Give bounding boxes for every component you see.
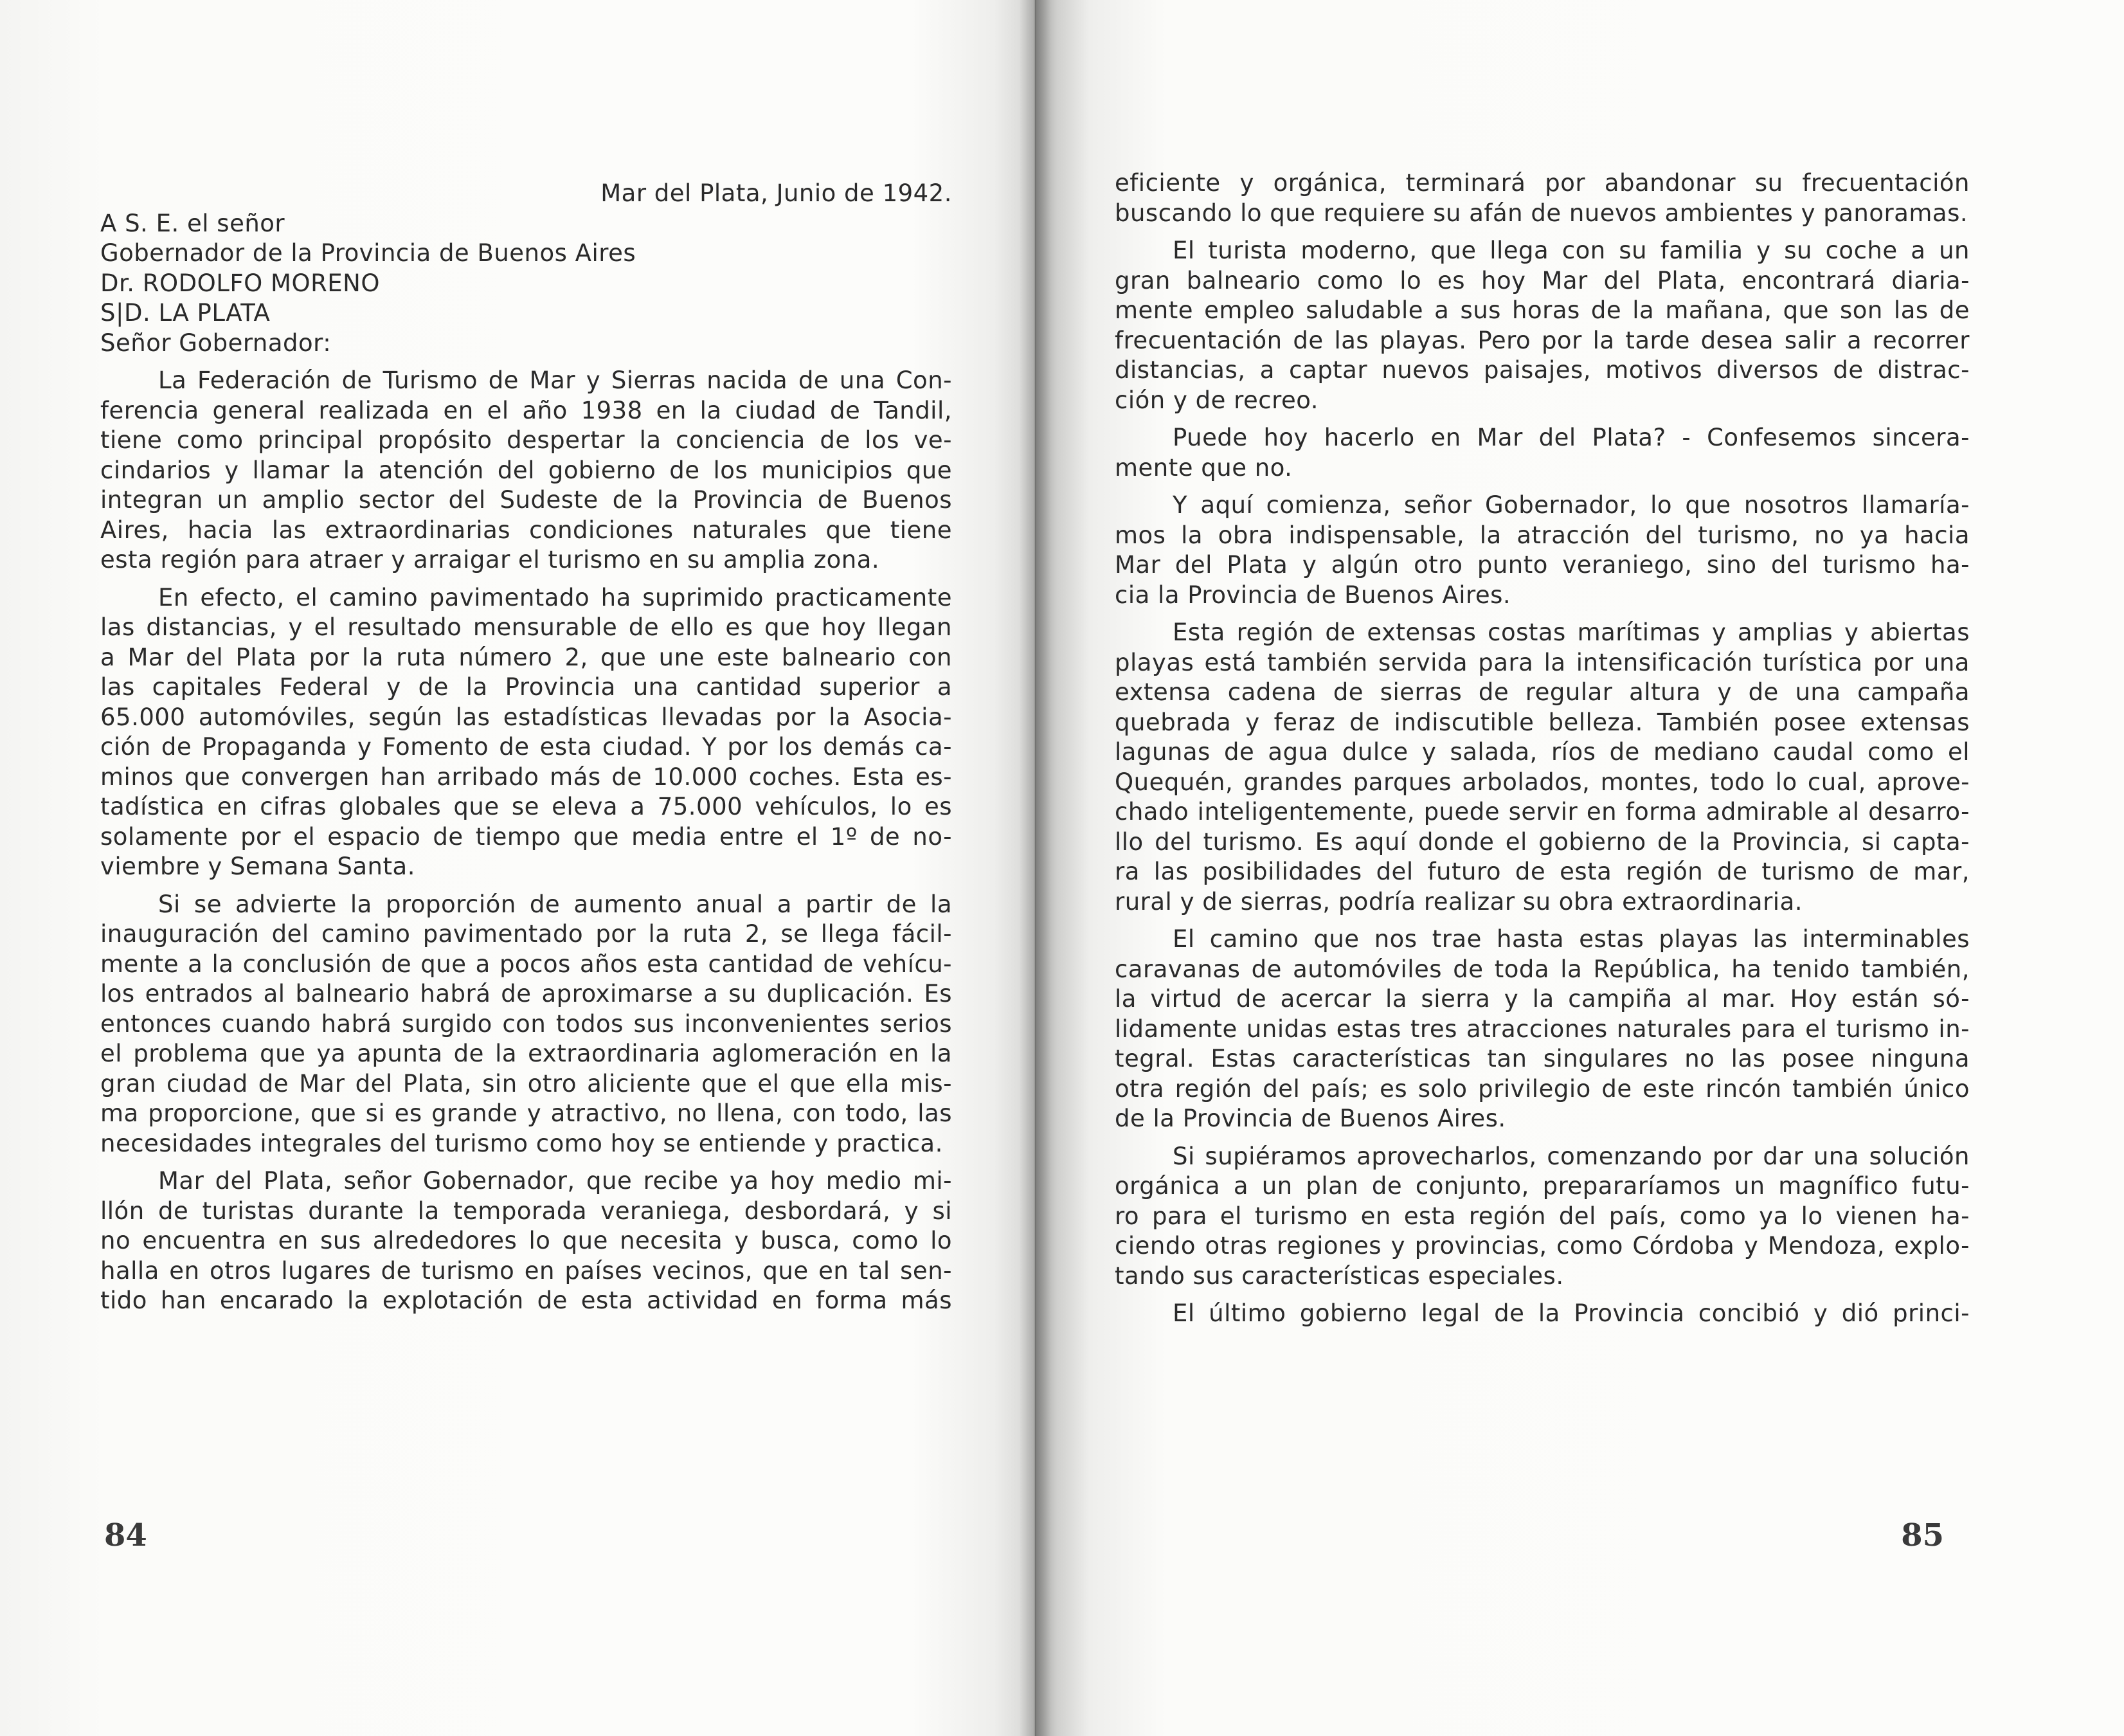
right-page-text (1115, 168, 1970, 1329)
text-line: Si se advierte la proporción de aumento anual a partir de la (158, 890, 952, 918)
text-line: esta región para atraer y arraigar el turismo en su amplia zona. (100, 546, 880, 574)
text-line: ma proporcione, que si es grande y atractivo, no llena, con todo, las (100, 1099, 952, 1127)
text-line: a Mar del Plata por la ruta número 2, que une este balneario con (100, 643, 952, 671)
text-line: cia la Provincia de Buenos Aires. (1115, 581, 1511, 609)
paragraph-gap (1115, 917, 1970, 925)
text-line: Mar del Plata y algún otro punto veraniego, sino del turismo ha- (1115, 551, 1970, 579)
paragraph-gap (1115, 483, 1970, 491)
text-line: La Federación de Turismo de Mar y Sierras nacida de una Con- (158, 366, 952, 394)
text-line: viembre y Semana Santa. (100, 853, 415, 880)
paragraph-gap (1115, 228, 1970, 236)
text-line: distancias, a captar nuevos paisajes, motivos diversos de distrac- (1115, 356, 1970, 384)
text-line: A S. E. el señor (100, 209, 285, 237)
paragraph-gap (1115, 1134, 1970, 1142)
text-line: Puede hoy hacerlo en Mar del Plata? - Confesemos sincera- (1173, 424, 1970, 451)
text-line: tegral. Estas características tan singulares no las posee ninguna (1115, 1045, 1970, 1072)
text-line: Esta región de extensas costas marítimas y amplias y abiertas (1173, 619, 1970, 646)
text-line: tiene como principal propósito despertar la conciencia de los ve- (100, 426, 952, 454)
text-line: la virtud de acercar la sierra y la campiña al mar. Hoy están só- (1115, 985, 1970, 1013)
text-line: llón de turistas durante la temporada veraniega, desbordará, y si (100, 1197, 952, 1225)
text-line: tando sus características especiales. (1115, 1261, 1564, 1290)
text-line: las distancias, y el resultado mensurable de ello es que hoy llegan (100, 613, 952, 641)
text-line: tido han encarado la explotación de esta actividad en forma más (100, 1287, 952, 1314)
text-line: entonces cuando habrá surgido con todos sus inconvenientes serios (100, 1009, 952, 1038)
text-line: tadística en cifras globales que se eleva a 75.000 vehículos, lo es (100, 793, 952, 820)
text-line: Si supiéramos aprovecharlos, comenzando por dar una solución (1173, 1142, 1970, 1170)
paragraph-gap (100, 1159, 952, 1166)
left-page-number: 84 (104, 1517, 147, 1553)
book-gutter (1019, 0, 1051, 1736)
text-line: eficiente y orgánica, terminará por abandonar su frecuentación (1115, 169, 1970, 197)
paragraph-gap (1115, 415, 1970, 423)
text-line: ferencia general realizada en el año 1938 en la ciudad de Tandil, (100, 396, 952, 424)
text-line: Aires, hacia las extraordinarias condiciones naturales que tiene (100, 516, 952, 544)
text-line: 65.000 automóviles, según las estadísticas llevadas por la Asocia- (100, 703, 952, 731)
text-line: Y aquí comienza, señor Gobernador, lo que nosotros llamaría- (1173, 491, 1970, 519)
text-line: ciendo otras regiones y provincias, como Córdoba y Mendoza, explo- (1115, 1232, 1970, 1260)
text-line: el problema que ya apunta de la extraordinaria aglomeración en la (100, 1040, 952, 1067)
text-line: necesidades integrales del turismo como hoy se entiende y practica. (100, 1129, 943, 1157)
right-page (1035, 0, 2124, 1736)
paragraph-gap (100, 358, 952, 366)
paragraph-gap (1115, 610, 1970, 618)
text-line: ción y de recreo. (1115, 386, 1319, 414)
paragraph-gap (100, 882, 952, 890)
text-line: solamente por el espacio de tiempo que media entre el 1º de no- (100, 822, 952, 851)
text-line: gran balneario como lo es hoy Mar del Plata, encontrará diaria- (1115, 266, 1970, 294)
text-line: El último gobierno legal de la Provincia concibió y dió princi- (1173, 1299, 1970, 1327)
text-line: ro para el turismo en esta región del país, como ya lo vienen ha- (1115, 1202, 1970, 1230)
text-line: Quequén, grandes parques arbolados, montes, todo lo cual, aprove- (1115, 768, 1970, 796)
text-line: frecuentación de las playas. Pero por la tarde desea salir a recorrer (1115, 326, 1970, 354)
text-line: lagunas de agua dulce y salada, ríos de mediano caudal como el (1115, 738, 1970, 766)
text-line: El camino que nos trae hasta estas playas las interminables (1173, 925, 1970, 953)
text-line: chado inteligentemente, puede servir en forma admirable al desarro- (1115, 798, 1970, 826)
text-line: rural y de sierras, podría realizar su obra extraordinaria. (1115, 887, 1803, 916)
text-line: los entrados al balneario habrá de aproximarse a su duplicación. Es (100, 980, 952, 1008)
text-line: mente a la conclusión de que a pocos años esta cantidad de vehícu- (100, 950, 952, 978)
text-line: lidamente unidas estas tres atracciones naturales para el turismo in- (1115, 1015, 1970, 1043)
text-line: Señor Gobernador: (100, 329, 332, 357)
text-line: Dr. RODOLFO MORENO (100, 269, 380, 297)
text-line: extensa cadena de sierras de regular altura y de una campaña (1115, 678, 1970, 706)
text-line: buscando lo que requiere su afán de nuevos ambientes y panoramas. (1115, 199, 1968, 227)
text-line: El turista moderno, que llega con su familia y su coche a un (1173, 237, 1970, 264)
text-line: orgánica a un plan de conjunto, prepararíamos un magnífico futu- (1115, 1172, 1970, 1200)
text-line: inauguración del camino pavimentado por la ruta 2, se llega fácil- (100, 920, 952, 948)
text-line: llo del turismo. Es aquí donde el gobierno de la Provincia, si capta- (1115, 827, 1970, 856)
text-line: Gobernador de la Provincia de Buenos Aires (100, 239, 636, 267)
text-line: mente que no. (1115, 453, 1293, 482)
text-line: playas está también servida para la intensificación turística por una (1115, 648, 1970, 676)
text-line: halla en otros lugares de turismo en países vecinos, que en tal sen- (100, 1256, 952, 1285)
left-page (0, 0, 1035, 1736)
text-line: Mar del Plata, señor Gobernador, que recibe ya hoy medio mi- (158, 1167, 952, 1195)
text-line: S|D. LA PLATA (100, 299, 271, 327)
right-page-number: 85 (1901, 1517, 1944, 1553)
text-line: minos que convergen han arribado más de 10.000 coches. Esta es- (100, 763, 952, 791)
text-line: ción de Propaganda y Fomento de esta ciudad. Y por los demás ca- (100, 733, 952, 761)
text-line: mente empleo saludable a sus horas de la mañana, que son las de (1115, 296, 1970, 324)
text-line: integran un amplio sector del Sudeste de la Provincia de Buenos (100, 486, 952, 514)
text-line: caravanas de automóviles de toda la República, ha tenido también, (1115, 955, 1970, 983)
paragraph-gap (100, 575, 952, 583)
text-line: mos la obra indispensable, la atracción del turismo, no ya hacia (1115, 521, 1970, 549)
text-line: Mar del Plata, Junio de 1942. (600, 179, 952, 207)
text-line: no encuentra en sus alrededores lo que necesita y busca, como lo (100, 1227, 952, 1254)
text-line: ra las posibilidades del futuro de esta región de turismo de mar, (1115, 858, 1970, 885)
text-line: cindarios y llamar la atención del gobierno de los municipios que (100, 456, 952, 484)
text-line: En efecto, el camino pavimentado ha suprimido practicamente (158, 583, 952, 611)
left-page-text (100, 179, 952, 1316)
text-line: otra región del país; es solo privilegio de este rincón también único (1115, 1074, 1970, 1103)
text-line: quebrada y feraz de indiscutible belleza. También posee extensas (1115, 708, 1970, 736)
text-line: de la Provincia de Buenos Aires. (1115, 1105, 1506, 1132)
text-line: gran ciudad de Mar del Plata, sin otro aliciente que el que ella mis- (100, 1069, 952, 1098)
paragraph-gap (1115, 1291, 1970, 1299)
text-line: las capitales Federal y de la Provincia una cantidad superior a (100, 673, 952, 701)
